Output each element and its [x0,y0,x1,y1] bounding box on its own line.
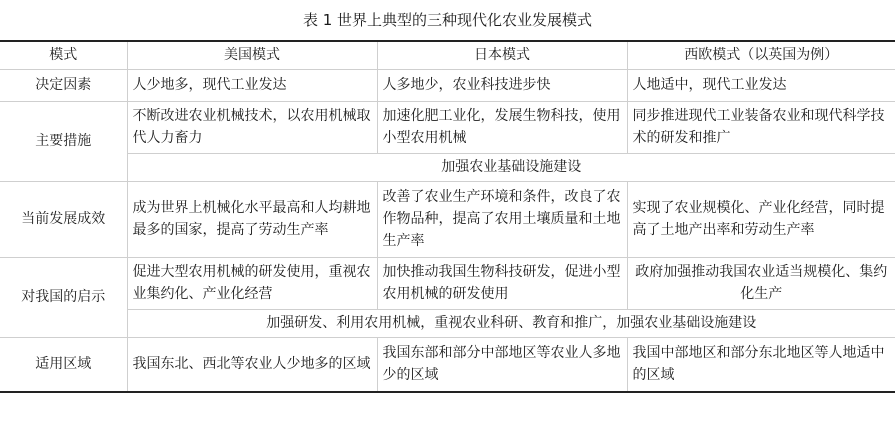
common-measure-cell: 加强农业基础设施建设 [127,153,895,181]
cell-us: 成为世界上机械化水平最高和人均耕地最多的国家，提高了劳动生产率 [127,181,377,257]
cell-us: 促进大型农用机械的研发使用，重视农业集约化、产业化经营 [127,257,377,309]
table-row [0,69,895,101]
cell-japan: 改善了农业生产环境和条件，改良了农作物品种，提高了农用土壤质量和土地生产率 [377,181,627,257]
cell-us: 人少地多，现代工业发达 [127,69,377,101]
cell-us: 不断改进农业机械技术，以农用机械取代人力畜力 [127,101,377,153]
cell-japan: 人多地少，农业科技进步快 [377,69,627,101]
cell-us: 我国东北、西北等农业人少地多的区域 [127,337,377,392]
cell-japan: 加快推动我国生物科技研发，促进小型农用机械的研发使用 [377,257,627,309]
table-row [0,101,895,153]
header-western-europe: 西欧模式（以英国为例） [627,41,895,69]
header-row [0,41,895,69]
header-mode: 模式 [0,41,127,69]
cell-western-europe: 政府加强推动我国农业适当规模化、集约化生产 [627,257,895,309]
header-japan: 日本模式 [377,41,627,69]
cell-japan: 加速化肥工业化，发展生物科技，使用小型农用机械 [377,101,627,153]
row-label: 主要措施 [0,101,127,181]
cell-western-europe: 同步推进现代工业装备农业和现代科学技术的研发和推广 [627,101,895,153]
header-us: 美国模式 [127,41,377,69]
cell-western-europe: 人地适中，现代工业发达 [627,69,895,101]
table-row [0,337,895,392]
cell-japan: 我国东部和部分中部地区等农业人多地少的区域 [377,337,627,392]
table-row [0,181,895,257]
cell-western-europe: 实现了农业规模化、产业化经营，同时提高了土地产出率和劳动生产率 [627,181,895,257]
table-row [0,153,895,181]
table-title: 表 1 世界上典型的三种现代化农业发展模式 [302,11,593,29]
cell-western-europe: 我国中部地区和部分东北地区等人地适中的区域 [627,337,895,392]
common-insight-cell: 加强研发、利用农用机械，重视农业科研、教育和推广，加强农业基础设施建设 [127,309,895,337]
table-row [0,257,895,309]
row-label: 对我国的启示 [0,257,127,337]
row-label: 当前发展成效 [0,181,127,257]
agriculture-models-table [0,40,895,393]
row-label: 决定因素 [0,69,127,101]
row-label: 适用区域 [0,337,127,392]
table-row [0,309,895,337]
